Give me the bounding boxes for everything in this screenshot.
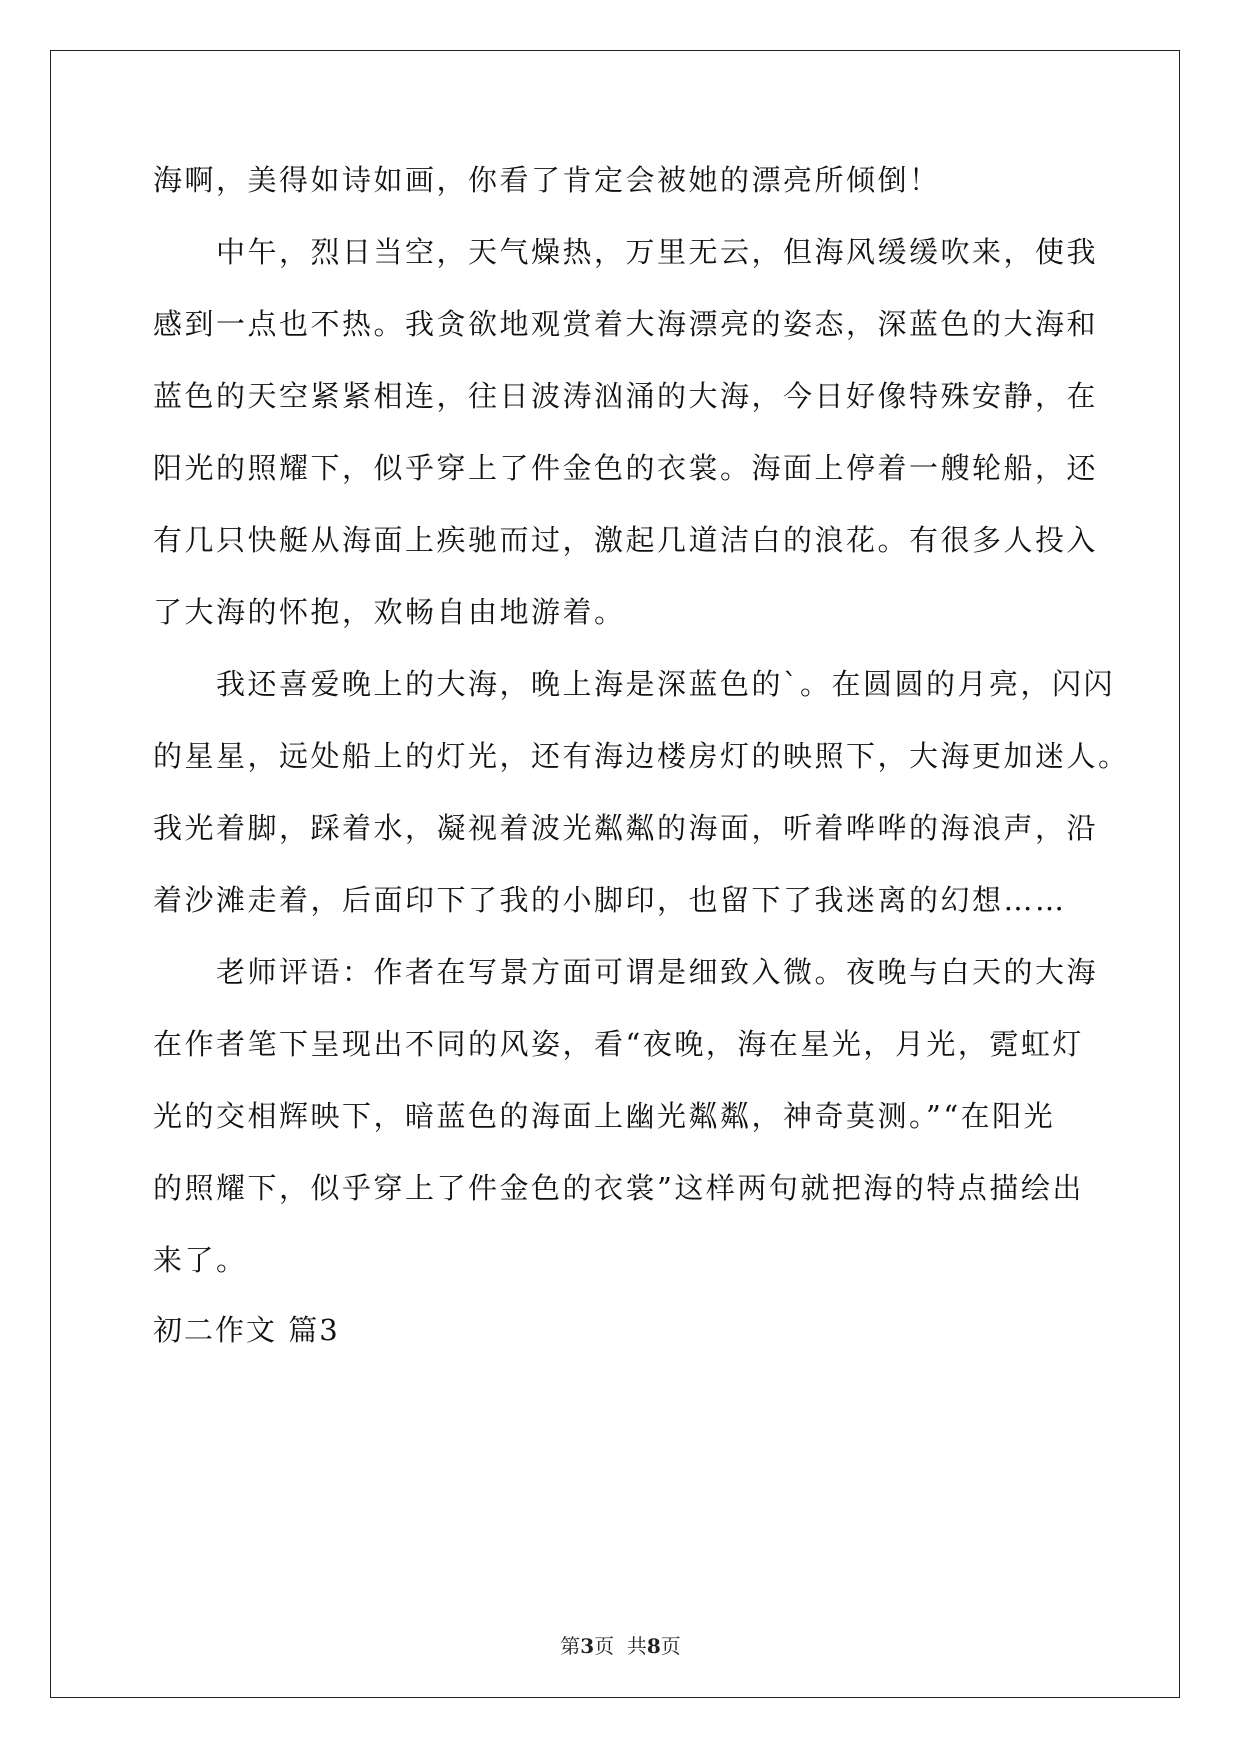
paragraph-line: 海啊，美得如诗如画，你看了肯定会被她的漂亮所倾倒！ (153, 163, 941, 197)
paragraph-line: 光的交相辉映下，暗蓝色的海面上幽光粼粼，神奇莫测。”“在阳光 (153, 1099, 1056, 1133)
paragraph-line: 的星星，远处船上的灯光，还有海边楼房灯的映照下，大海更加迷人。 (153, 739, 1130, 773)
footer-prefix: 第 (560, 1634, 581, 1658)
paragraph-line: 来了。 (153, 1243, 248, 1277)
paragraph-line: 有几只快艇从海面上疾驰而过，激起几道洁白的浪花。有很多人投入 (153, 523, 1099, 557)
paragraph-line: 在作者笔下呈现出不同的风姿，看“夜晚，海在星光，月光，霓虹灯 (153, 1027, 1084, 1061)
paragraph-line: 的照耀下，似乎穿上了件金色的衣裳”这样两句就把海的特点描绘出 (153, 1171, 1084, 1205)
paragraph-line: 蓝色的天空紧紧相连，往日波涛汹涌的大海，今日好像特殊安静，在 (153, 379, 1099, 413)
paragraph-line: 感到一点也不热。我贪欲地观赏着大海漂亮的姿态，深蓝色的大海和 (153, 307, 1099, 341)
page-footer (0, 1630, 1241, 1659)
page-border (50, 50, 1180, 1698)
paragraph-line: 我还喜爱晚上的大海，晚上海是深蓝色的`。在圆圆的月亮，闪闪 (216, 667, 1116, 701)
paragraph-line: 我光着脚，踩着水，凝视着波光粼粼的海面，听着哗哗的海浪声，沿 (153, 811, 1099, 845)
section-heading: 初二作文 篇3 (153, 1313, 340, 1347)
paragraph-line: 着沙滩走着，后面印下了我的小脚印，也留下了我迷离的幻想…… (153, 883, 1067, 917)
paragraph-line: 阳光的照耀下，似乎穿上了件金色的衣裳。海面上停着一艘轮船，还 (153, 451, 1099, 485)
paragraph-line: 中午，烈日当空，天气燥热，万里无云，但海风缓缓吹来，使我 (216, 235, 1099, 269)
total-page-number: 8 (646, 1634, 661, 1658)
paragraph-line: 了大海的怀抱，欢畅自由地游着。 (153, 595, 626, 629)
paragraph-line: 老师评语：作者在写景方面可谓是细致入微。夜晚与白天的大海 (216, 955, 1099, 989)
footer-suffix: 页 (660, 1634, 681, 1658)
footer-mid: 页 共 (594, 1634, 647, 1658)
current-page-number: 3 (580, 1634, 595, 1658)
